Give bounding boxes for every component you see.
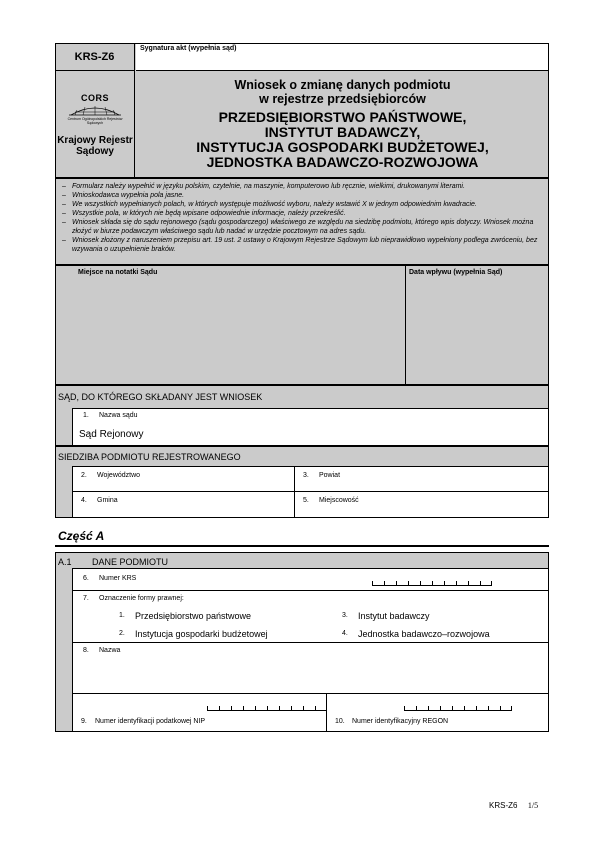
instruction-item: – We wszystkich wypełnianych polach, w których występuje możliwość wyboru, należy wstawić X w jednym odpowiednim kwadracie. [62, 200, 542, 209]
nip-number-boxes[interactable] [207, 705, 327, 711]
nip-field[interactable] [72, 693, 327, 732]
instruction-item: – Wniosek składa się do sądu rejonowego (sądu gospodarczego) właściwego ze względu na siedzibę podmiotu, którego wpis dotyczy. Wniosek można złożyć w biurze podawczym właściwego sądu lub nadać w urzędzie pocztowym na adres sądu. [62, 218, 542, 236]
section-title: DANE PODMIOTU [92, 557, 169, 567]
field-number: 4. [81, 497, 87, 504]
option-label: Jednostka badawczo–rozwojowa [358, 629, 490, 639]
logo-grid-icon [65, 103, 125, 117]
field-number: 10. [335, 718, 345, 725]
voivodeship-field[interactable] [72, 466, 295, 492]
regon-number-boxes[interactable] [404, 705, 512, 711]
voivodeship-label: Województwo [97, 472, 141, 479]
court-name-label: Nazwa sądu [99, 412, 138, 419]
field-number: 2. [81, 472, 87, 479]
instructions [55, 178, 549, 265]
option-label: Instytucja gospodarki budżetowej [135, 629, 268, 639]
field-number: 1. [83, 412, 89, 419]
entity-name-label: Nazwa [99, 647, 121, 654]
krs-number-field[interactable] [72, 568, 549, 591]
field-number: 7. [83, 595, 89, 602]
field-number: 3. [303, 472, 309, 479]
field-number: 5. [303, 497, 309, 504]
page-footer [489, 795, 559, 813]
nip-label: Numer identyfikacji podatkowej NIP [95, 718, 206, 725]
option-number: 4. [342, 630, 348, 637]
option-label: Instytut badawczy [358, 611, 430, 621]
field-number: 8. [83, 647, 89, 654]
commune-field[interactable] [72, 491, 295, 518]
locality-label: Miejscowość [319, 497, 359, 504]
footer-form-code: KRS-Z6 [489, 801, 518, 810]
court-name-field[interactable] [72, 408, 549, 446]
court-name-value: Sąd Rejonowy [79, 429, 144, 440]
section-number: A.1 [58, 557, 72, 567]
page-number: 1/5 [527, 801, 539, 810]
option-number: 3. [342, 612, 348, 619]
krs-number-label: Numer KRS [99, 575, 137, 582]
instruction-item: – Wniosek złożony z naruszeniem przepisu art. 19 ust. 2 ustawy o Krajowym Rejestrze Sądowym lub nieprawidłowo wypełniony podlega zwróceniu, bez wzywania o uzupełnienie braków. [62, 236, 542, 254]
option-label: Przedsiębiorstwo państwowe [135, 611, 252, 621]
registry-name: Krajowy Rejestr Sądowy [57, 135, 133, 157]
form-title: Wniosek o zmianę danych podmiotu w rejestrze przedsiębiorców [234, 78, 451, 106]
commune-label: Gmina [97, 497, 118, 504]
receipt-date-label: Data wpływu (wypełnia Sąd) [409, 269, 503, 276]
field-number: 9. [81, 718, 87, 725]
form-subtitle: PRZEDSIĘBIORSTWO PAŃSTWOWE, INSTYTUT BADAWCZY, INSTYTUCJA GOSPODARKI BUDŻETOWEJ, JEDNOSTKA BADAWCZO-ROZWOJOWA [196, 109, 489, 170]
form-code: KRS-Z6 [74, 50, 115, 63]
county-label: Powiat [319, 472, 341, 479]
instruction-item: – Wnioskodawca wypełnia pola jasne. [62, 191, 542, 200]
logo-text: CORS [80, 93, 109, 103]
regon-field[interactable] [326, 693, 549, 732]
instruction-item: – Formularz należy wypełnić w języku polskim, czytelnie, na maszynie, komputerowo lub ręcznie, wielkimi, drukowanymi literami. [62, 182, 542, 191]
legal-form-label: Oznaczenie formy prawnej: [99, 595, 184, 602]
entity-name-field[interactable] [72, 642, 549, 694]
legal-form-field[interactable] [72, 590, 549, 643]
signature-field[interactable] [136, 44, 548, 71]
option-number: 2. [119, 630, 125, 637]
court-section-heading: SĄD, DO KTÓREGO SKŁADANY JEST WNIOSEK [58, 392, 263, 402]
instruction-item: – Wszystkie pola, w których nie będą wpisane odpowiednie informacje, należy przekreślić. [62, 209, 542, 218]
locality-field[interactable] [294, 491, 549, 518]
signature-label: Sygnatura akt (wypełnia sąd) [140, 45, 237, 52]
logo-subtext: Centrum Ogólnopolskich Rejestrów Sądowych [67, 117, 123, 125]
field-number: 6. [83, 575, 89, 582]
form-code-cell [55, 43, 135, 71]
regon-label: Numer identyfikacyjny REGON [352, 718, 449, 725]
county-field[interactable] [294, 466, 549, 492]
court-notes-label: Miejsce na notatki Sądu [78, 269, 158, 276]
cors-logo [60, 93, 130, 125]
seat-section-heading: SIEDZIBA PODMIOTU REJESTROWANEGO [58, 452, 241, 462]
krs-number-boxes[interactable] [372, 580, 492, 586]
part-a-title: Część A [58, 529, 105, 543]
option-number: 1. [119, 612, 125, 619]
court-notes-area [55, 265, 549, 385]
